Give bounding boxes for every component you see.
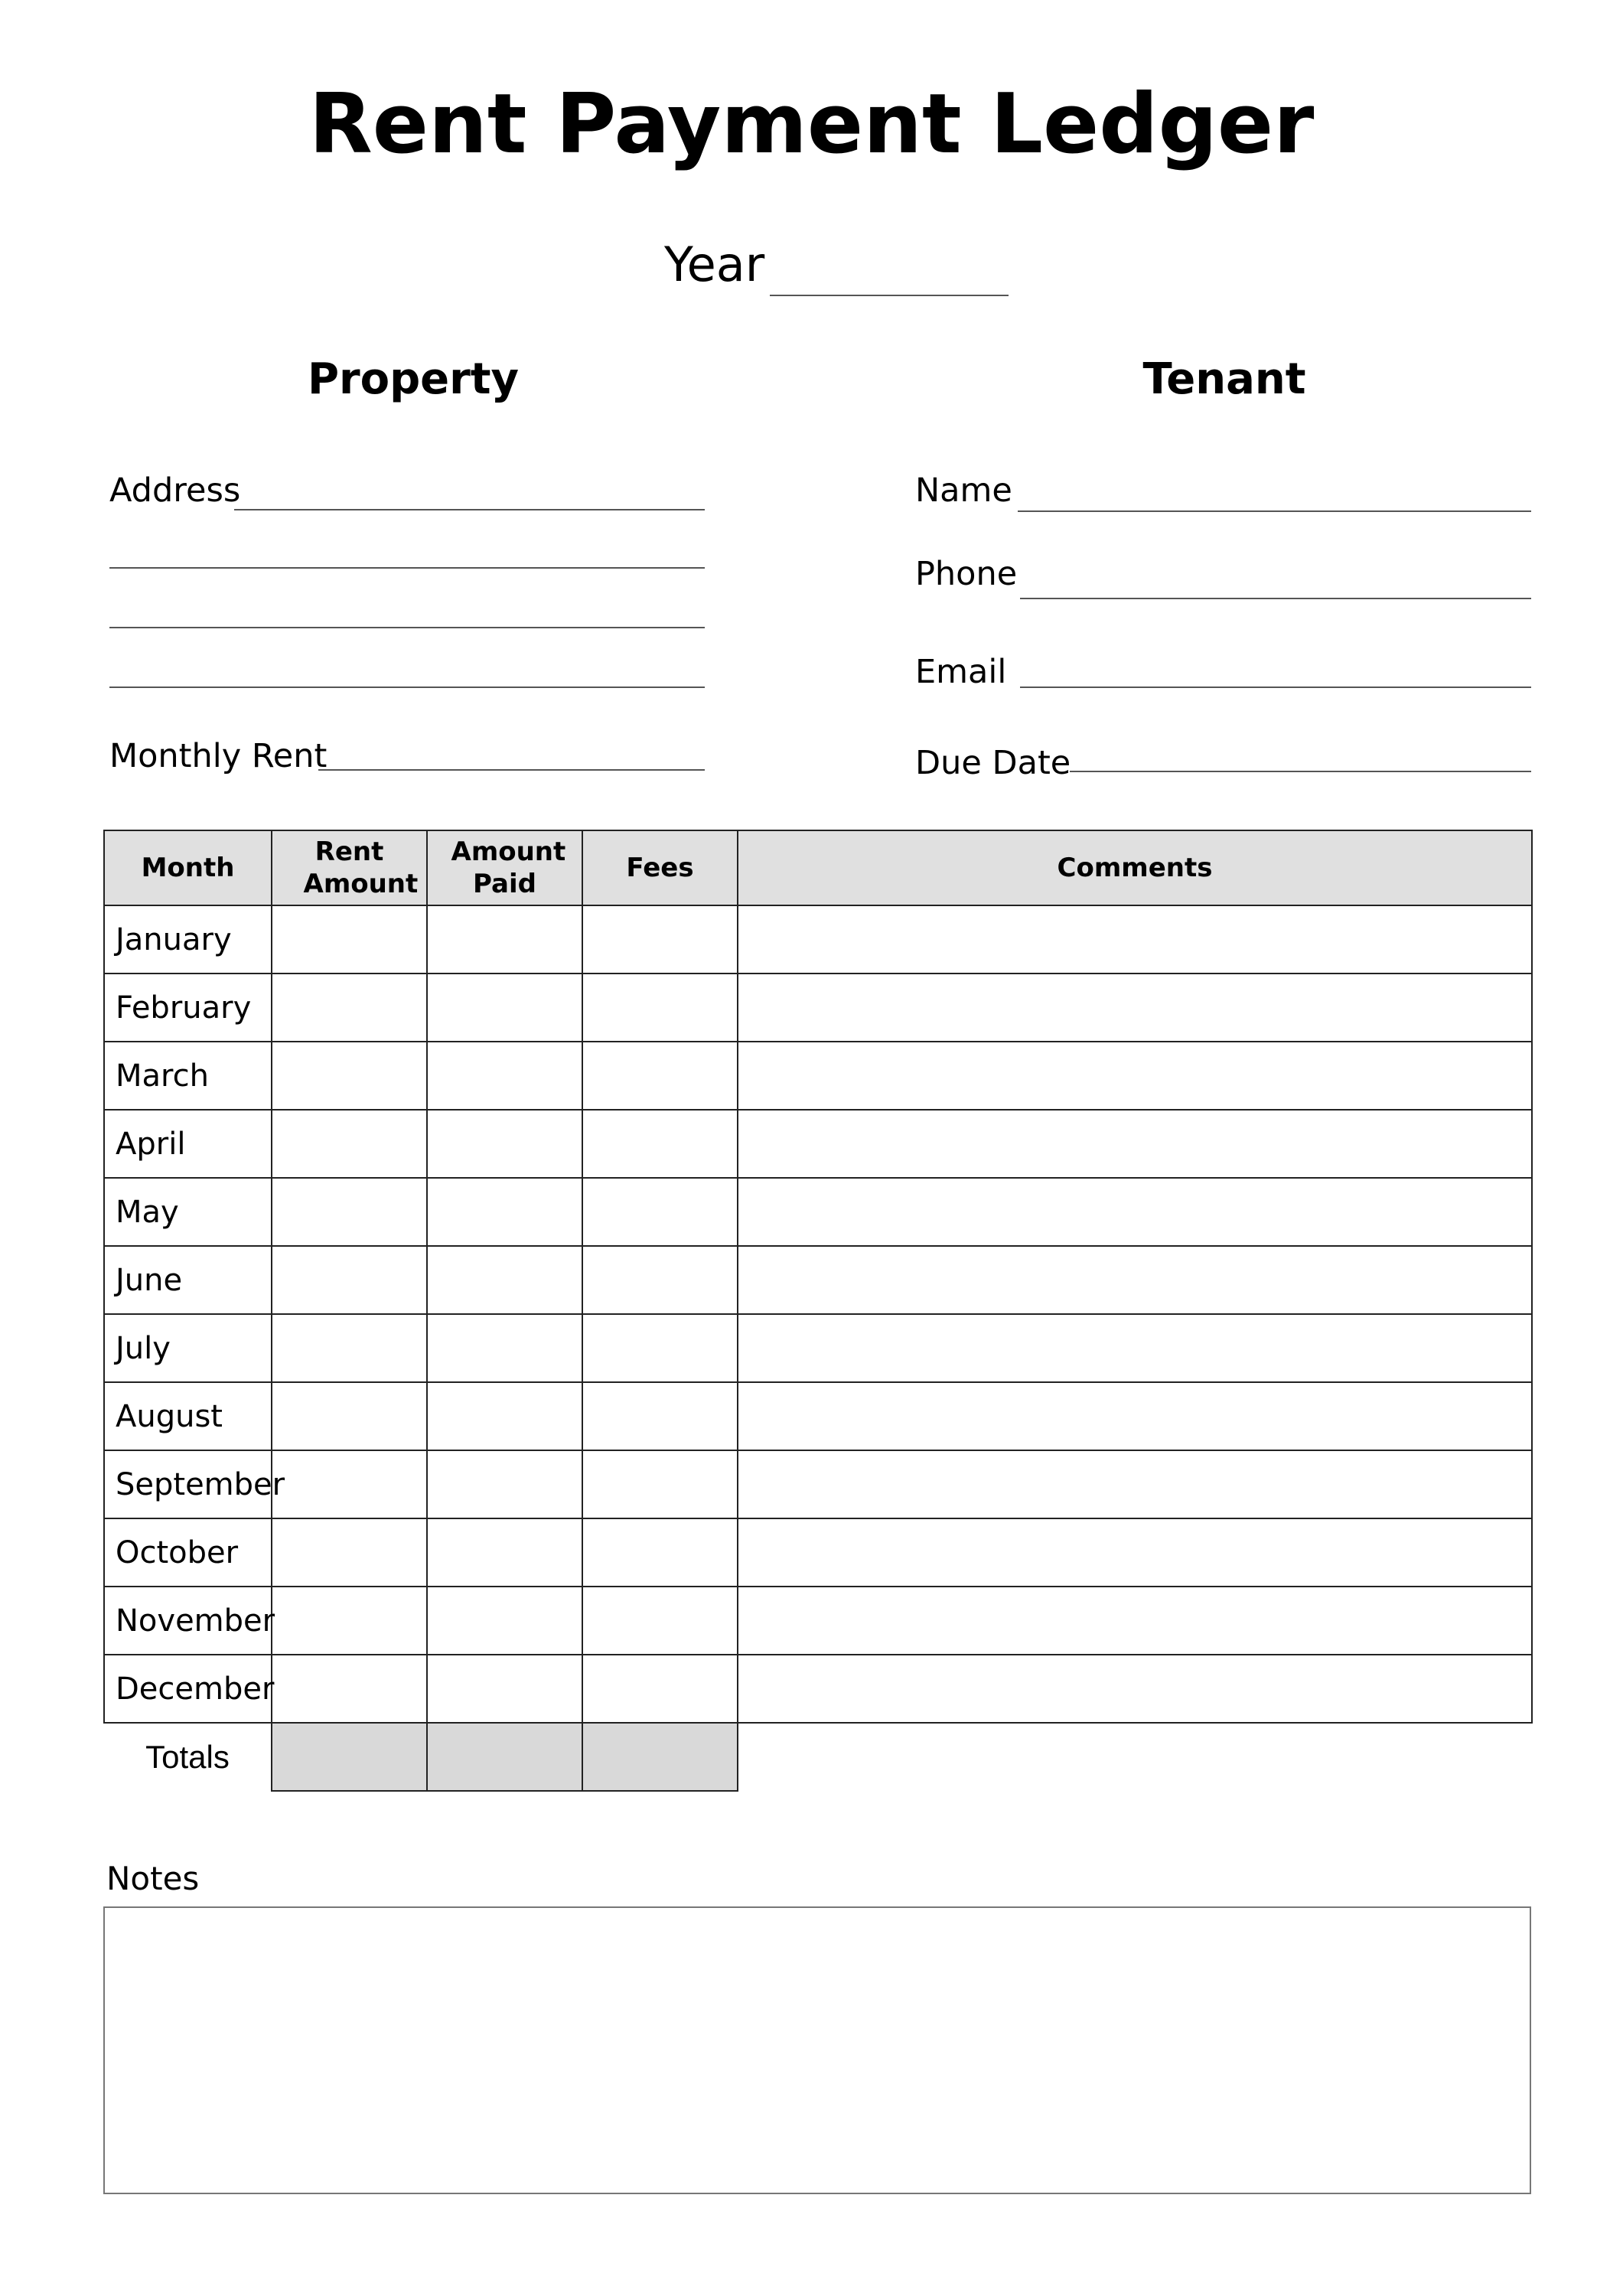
rent-amount-cell[interactable] xyxy=(272,1110,427,1178)
phone-field[interactable] xyxy=(1020,598,1531,599)
month-cell: August xyxy=(104,1382,272,1450)
phone-label: Phone xyxy=(915,555,1018,593)
comments-column-header: Comments xyxy=(738,830,1532,905)
amount-paid-cell[interactable] xyxy=(427,1246,582,1314)
month-cell: April xyxy=(104,1110,272,1178)
notes-box[interactable] xyxy=(103,1906,1531,2194)
fees-cell[interactable] xyxy=(582,1518,738,1587)
table-row xyxy=(104,974,1532,1042)
comments-cell[interactable] xyxy=(738,1246,1532,1314)
rent-amount-cell[interactable] xyxy=(272,905,427,974)
amount-paid-cell[interactable] xyxy=(427,1178,582,1246)
month-cell: June xyxy=(104,1246,272,1314)
email-label: Email xyxy=(915,653,1007,691)
table-row xyxy=(104,1518,1532,1587)
name-label: Name xyxy=(915,471,1012,510)
comments-cell[interactable] xyxy=(738,974,1532,1042)
address-field-line-3[interactable] xyxy=(109,627,705,628)
table-row xyxy=(104,1246,1532,1314)
comments-cell[interactable] xyxy=(738,905,1532,974)
month-cell: September xyxy=(104,1450,272,1518)
amount-paid-cell[interactable] xyxy=(427,1450,582,1518)
ledger-table xyxy=(103,830,1533,1792)
month-cell: March xyxy=(104,1042,272,1110)
table-row xyxy=(104,1042,1532,1110)
email-field[interactable] xyxy=(1020,687,1531,688)
table-row xyxy=(104,1382,1532,1450)
rent-amount-cell[interactable] xyxy=(272,974,427,1042)
month-cell: October xyxy=(104,1518,272,1587)
table-row xyxy=(104,1587,1532,1655)
amount-paid-cell[interactable] xyxy=(427,905,582,974)
comments-cell[interactable] xyxy=(738,1655,1532,1723)
address-field-line-2[interactable] xyxy=(109,567,705,569)
total-fees-cell[interactable] xyxy=(582,1723,738,1791)
fees-cell[interactable] xyxy=(582,1655,738,1723)
monthly-rent-label: Monthly Rent xyxy=(109,737,328,775)
rent-amount-cell[interactable] xyxy=(272,1178,427,1246)
year-field[interactable] xyxy=(770,295,1009,296)
fees-column-header: Fees xyxy=(582,830,738,905)
rent-amount-column-header: Rent Amount xyxy=(272,830,427,905)
month-cell: July xyxy=(104,1314,272,1382)
table-header-row xyxy=(104,830,1532,905)
comments-cell[interactable] xyxy=(738,1450,1532,1518)
amount-paid-cell[interactable] xyxy=(427,1314,582,1382)
comments-cell[interactable] xyxy=(738,1178,1532,1246)
table-row xyxy=(104,1655,1532,1723)
rent-amount-cell[interactable] xyxy=(272,1246,427,1314)
property-heading: Property xyxy=(307,354,520,404)
comments-cell[interactable] xyxy=(738,1110,1532,1178)
notes-label: Notes xyxy=(106,1860,200,1897)
amount-paid-cell[interactable] xyxy=(427,1110,582,1178)
address-field-line-1[interactable] xyxy=(234,509,705,510)
rent-amount-cell[interactable] xyxy=(272,1518,427,1587)
due-date-field[interactable] xyxy=(1070,771,1531,772)
amount-paid-cell[interactable] xyxy=(427,1042,582,1110)
page-title: Rent Payment Ledger xyxy=(308,77,1315,172)
total-amount-paid-cell[interactable] xyxy=(427,1723,582,1791)
fees-cell[interactable] xyxy=(582,1042,738,1110)
fees-cell[interactable] xyxy=(582,974,738,1042)
table-row xyxy=(104,1110,1532,1178)
comments-cell[interactable] xyxy=(738,1382,1532,1450)
address-label: Address xyxy=(109,471,241,510)
fees-cell[interactable] xyxy=(582,1246,738,1314)
monthly-rent-field[interactable] xyxy=(318,769,705,771)
year-label: Year xyxy=(664,236,765,292)
amount-paid-column-header: Amount Paid xyxy=(427,830,582,905)
comments-cell[interactable] xyxy=(738,1314,1532,1382)
month-column-header: Month xyxy=(104,830,272,905)
fees-cell[interactable] xyxy=(582,1314,738,1382)
due-date-label: Due Date xyxy=(915,744,1071,782)
table-row xyxy=(104,905,1532,974)
fees-cell[interactable] xyxy=(582,1450,738,1518)
amount-paid-cell[interactable] xyxy=(427,1382,582,1450)
address-field-line-4[interactable] xyxy=(109,687,705,688)
fees-cell[interactable] xyxy=(582,1178,738,1246)
rent-amount-cell[interactable] xyxy=(272,1450,427,1518)
month-cell: January xyxy=(104,905,272,974)
totals-label: Totals xyxy=(145,1739,230,1775)
rent-amount-cell[interactable] xyxy=(272,1655,427,1723)
month-cell: November xyxy=(104,1587,272,1655)
month-cell: December xyxy=(104,1655,272,1723)
fees-cell[interactable] xyxy=(582,1110,738,1178)
month-cell: May xyxy=(104,1178,272,1246)
month-cell: February xyxy=(104,974,272,1042)
rent-amount-cell[interactable] xyxy=(272,1042,427,1110)
comments-cell[interactable] xyxy=(738,1042,1532,1110)
comments-cell[interactable] xyxy=(738,1518,1532,1587)
total-rent-amount-cell[interactable] xyxy=(272,1723,427,1791)
rent-amount-cell[interactable] xyxy=(272,1314,427,1382)
tenant-heading: Tenant xyxy=(1142,354,1306,404)
totals-row xyxy=(104,1723,1532,1791)
name-field[interactable] xyxy=(1018,510,1531,512)
amount-paid-cell[interactable] xyxy=(427,1655,582,1723)
table-row xyxy=(104,1178,1532,1246)
fees-cell[interactable] xyxy=(582,905,738,974)
totals-blank xyxy=(738,1723,1532,1791)
fees-cell[interactable] xyxy=(582,1382,738,1450)
table-row xyxy=(104,1314,1532,1382)
rent-amount-cell[interactable] xyxy=(272,1382,427,1450)
amount-paid-cell[interactable] xyxy=(427,1587,582,1655)
fees-cell[interactable] xyxy=(582,1587,738,1655)
amount-paid-cell[interactable] xyxy=(427,974,582,1042)
rent-amount-cell[interactable] xyxy=(272,1587,427,1655)
table-row xyxy=(104,1450,1532,1518)
comments-cell[interactable] xyxy=(738,1587,1532,1655)
amount-paid-cell[interactable] xyxy=(427,1518,582,1587)
